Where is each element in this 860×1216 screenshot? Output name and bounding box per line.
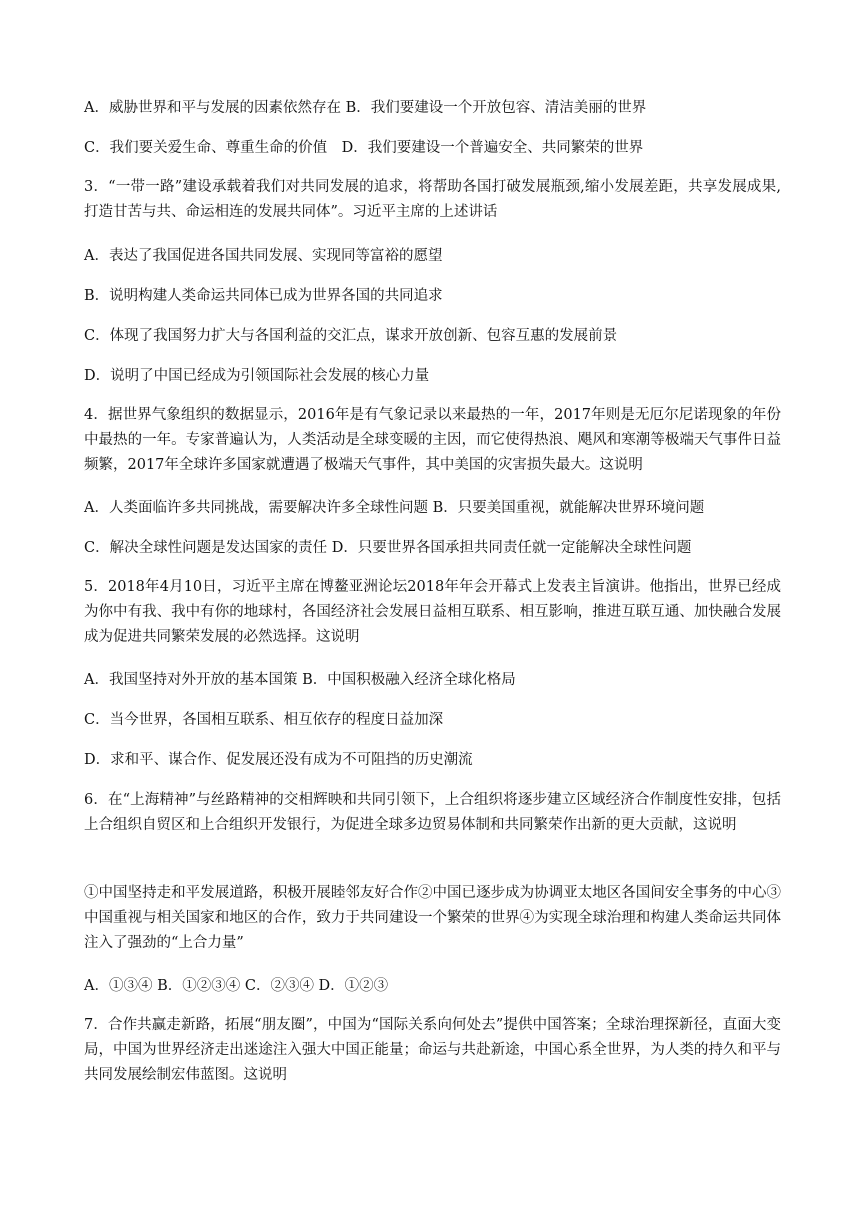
q7-stem: 7．合作共赢走新路，拓展“朋友圈”，中国为“国际关系向何处去”提供中国答案；全球治理探新径，直面大变局，中国为世界经济走出迷途注入强大中国正能量；命运与共赴新途，中国心系全世界，为人类的持久和平与共同发展绘制宏伟蓝图。这说明 xyxy=(84,1017,781,1083)
q5-stem: 5．2018年4月10日，习近平主席在博鳌亚洲论坛2018年年会开幕式上发表主旨演讲。他指出，世界已经成为你中有我、我中有你的地球村，各国经济社会发展日益相互联系、相互影响，推进互联互通、加快融合发展成为促进共同繁荣发展的必然选择。这说明 xyxy=(84,579,781,645)
q5-option-d: D．求和平、谋合作、促发展还没有成为不可阻挡的历史潮流 xyxy=(84,752,473,768)
q3-option-b: B．说明构建人类命运共同体已成为世界各国的共同追求 xyxy=(84,288,443,304)
q4-options-line2: C．解决全球性问题是发达国家的责任 D．只要世界各国承担共同责任就一定能解决全球性问题 xyxy=(84,540,692,556)
q3-option-a: A．表达了我国促进各国共同发展、实现同等富裕的愿望 xyxy=(84,248,443,264)
q6-options: A．①③④ B．①②③④ C．②③④ D．①②③ xyxy=(84,978,389,994)
q3-option-c: C．体现了我国努力扩大与各国利益的交汇点，谋求开放创新、包容互惠的发展前景 xyxy=(84,328,618,344)
q5-options-line1: A．我国坚持对外开放的基本国策 B．中国积极融入经济全球化格局 xyxy=(84,672,516,688)
q4-options-line1: A．人类面临许多共同挑战，需要解决许多全球性问题 B．只要美国重视，就能解决世界环境问题 xyxy=(84,500,705,516)
q6-statements: ①中国坚持走和平发展道路，积极开展睦邻友好合作②中国已逐步成为协调亚太地区各国间安全事务的中心③中国重视与相关国家和地区的合作，致力于共同建设一个繁荣的世界④为实现全球治理和构建人类命运共同体注入了强劲的“上合力量” xyxy=(84,885,781,951)
q5-option-c: C．当今世界，各国相互联系、相互依存的程度日益加深 xyxy=(84,712,444,728)
q3-option-d: D．说明了中国已经成为引领国际社会发展的核心力量 xyxy=(84,368,430,384)
q2-options-line1: A．威胁世界和平与发展的因素依然存在 B．我们要建设一个开放包容、清洁美丽的世界 xyxy=(84,100,647,116)
q4-stem: 4．据世界气象组织的数据显示，2016年是有气象记录以来最热的一年，2017年则是无厄尔尼诺现象的年份中最热的一年。专家普遍认为，人类活动是全球变暖的主因，而它使得热浪、飓风和寒潮等极端天气事件日益频繁，2017年全球许多国家就遭遇了极端天气事件，其中美国的灾害损失最大。这说明 xyxy=(84,407,781,473)
q6-stem: 6．在“上海精神”与丝路精神的交相辉映和共同引领下，上合组织将逐步建立区域经济合作制度性安排，包括上合组织自贸区和上合组织开发银行，为促进全球多边贸易体制和共同繁荣作出新的更大贡献，这说明 xyxy=(84,792,781,833)
q3-stem: 3．“一带一路”建设承载着我们对共同发展的追求，将帮助各国打破发展瓶颈,缩小发展差距，共享发展成果,打造甘苦与共、命运相连的发展共同体”。习近平主席的上述讲话 xyxy=(84,179,781,220)
q2-options-line2: C．我们要关爱生命、尊重生命的价值 D．我们要建设一个普遍安全、共同繁荣的世界 xyxy=(84,140,644,156)
